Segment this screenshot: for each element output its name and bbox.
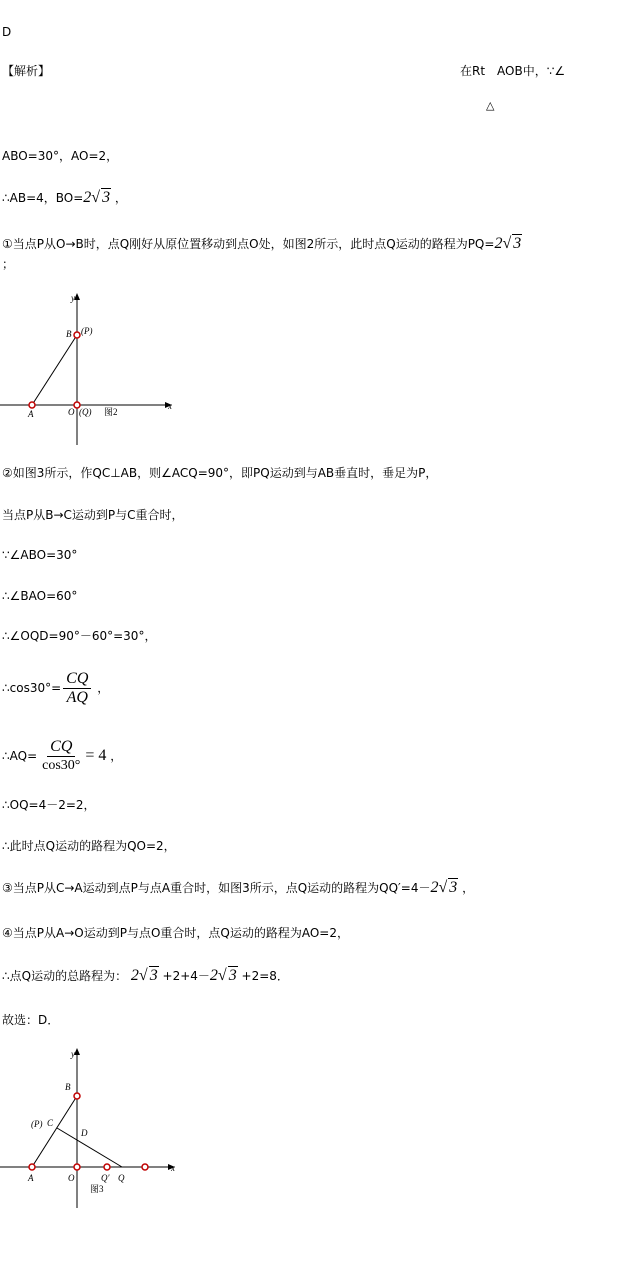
sqrt-three: √ 3	[438, 879, 458, 896]
intro-right-text: 在Rt AOB中，∵∠	[460, 64, 566, 78]
two-coefficient: 2	[494, 235, 503, 252]
case2-line: ②如图3所示，作QC⊥AB，则∠ACQ=90°，即PQ运动到与AB垂直时，垂足为P，	[2, 466, 438, 480]
figure-3-caption: 图3	[90, 1184, 104, 1194]
qo-line: ∴此时点Q运动的路程为QO=2，	[2, 839, 176, 853]
case3-text: ③当点P从C→A运动到点P与点A重合时，如图3所示，点Q运动的路程为QQ′=4－	[2, 881, 431, 895]
label-x: x	[168, 401, 172, 411]
comma: ，	[462, 881, 475, 895]
label-y: y	[71, 293, 75, 303]
point-q-end	[142, 1164, 148, 1170]
total-end: +2=8．	[241, 969, 289, 983]
aq-value: = 4	[85, 747, 107, 764]
segment-ab	[32, 335, 77, 405]
aq-denominator: cos30°	[42, 758, 81, 773]
triangle-mark: △	[486, 99, 495, 112]
segment-ab	[32, 1096, 77, 1167]
total-text: ∴点Q运动的总路程为：	[2, 969, 128, 983]
comma: ，	[114, 191, 127, 205]
cos-numerator: CQ	[63, 670, 91, 689]
case4-line: ④当点P从A→O运动到P与点O重合时，点Q运动的路程为AO=2，	[2, 926, 349, 940]
label-p: (P)	[31, 1119, 43, 1129]
sqrt-three: √ 3	[138, 967, 158, 984]
cos-fraction	[63, 670, 91, 707]
label-a: A	[28, 1173, 34, 1183]
point-b	[74, 1093, 80, 1099]
label-d: D	[81, 1128, 88, 1138]
comma: ，	[97, 681, 110, 695]
label-o: O	[68, 1173, 75, 1183]
total-mid: +2+4－	[162, 969, 210, 983]
label-a: A	[28, 409, 34, 419]
case1-text: ①当点P从O→B时，点Q刚好从原位置移动到点O处，如图2所示，此时点Q运动的路程为PQ=	[2, 237, 495, 251]
figure-3	[0, 1043, 185, 1213]
comma: ，	[110, 749, 123, 763]
cos-denominator: AQ	[66, 689, 88, 706]
label-c: C	[47, 1118, 54, 1128]
choice-line: 故选：D．	[2, 1013, 60, 1027]
label-p: (P)	[81, 326, 93, 336]
aq-text: ∴AQ=	[2, 749, 38, 763]
label-x: x	[171, 1163, 175, 1173]
aq-line	[2, 736, 122, 776]
total-line	[2, 968, 289, 984]
therefore-oqd-line: ∴∠OQD=90°－60°=30°，	[2, 629, 157, 643]
two-coefficient: 2	[430, 879, 439, 896]
semicolon: ；	[2, 257, 15, 271]
two-coefficient: 2	[130, 967, 139, 984]
point-b	[74, 332, 80, 338]
point-a	[29, 402, 35, 408]
cos-line	[2, 668, 109, 708]
label-b: B	[65, 1082, 71, 1092]
figure-2	[0, 285, 180, 450]
case3-line	[2, 880, 474, 896]
ab-bo-line	[2, 190, 127, 206]
label-o: O	[68, 407, 75, 417]
cos-text: ∴cos30°=	[2, 681, 62, 695]
sqrt-three: √ 3	[217, 967, 237, 984]
given-line: ABO=30°，AO=2，	[2, 149, 119, 163]
analysis-label: 【解析】	[2, 64, 51, 78]
sqrt-three: √ 3	[91, 189, 111, 206]
two-coefficient: 2	[209, 967, 218, 984]
label-y: y	[71, 1049, 75, 1059]
label-q-prime: Q′	[101, 1173, 110, 1183]
ab-bo-text: ∴AB=4，BO=	[2, 191, 84, 205]
point-a	[29, 1164, 35, 1170]
oq-line: ∴OQ=4－2=2，	[2, 798, 96, 812]
because-abo-line: ∵∠ABO=30°	[2, 548, 78, 562]
label-b: B	[66, 329, 72, 339]
aq-numerator: CQ	[47, 738, 75, 757]
therefore-bao-line: ∴∠BAO=60°	[2, 589, 78, 603]
aq-fraction	[39, 738, 83, 775]
figure-2-caption: 图2	[104, 407, 118, 417]
segment-cq	[57, 1128, 122, 1167]
label-q: Q	[118, 1173, 125, 1183]
two-coefficient: 2	[83, 189, 92, 206]
sqrt-three: √ 3	[502, 235, 522, 252]
label-q: (Q)	[79, 407, 92, 417]
point-q-prime	[104, 1164, 110, 1170]
case1-line	[2, 236, 522, 252]
point-o	[74, 1164, 80, 1170]
case2-b-to-c-line: 当点P从B→C运动到P与C重合时，	[2, 508, 184, 522]
answer-letter: D	[2, 25, 12, 39]
